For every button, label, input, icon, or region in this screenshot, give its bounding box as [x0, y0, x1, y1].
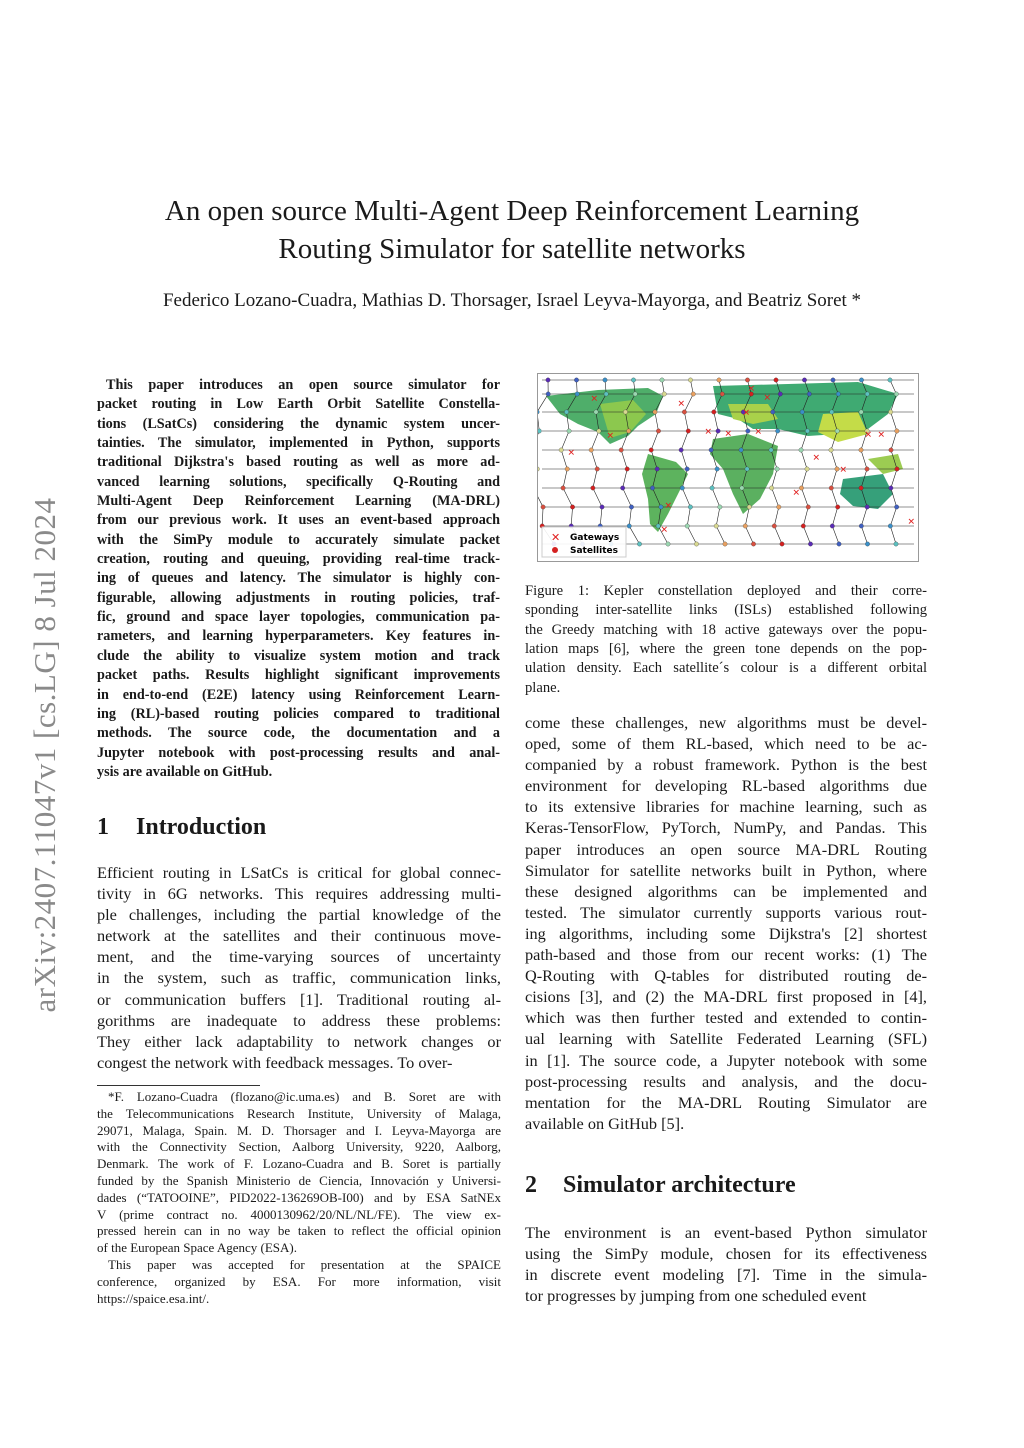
satellite-dot: [716, 429, 720, 433]
satellite-dot: [836, 505, 840, 509]
satellite-dot: [594, 410, 598, 414]
abstract: [97, 376, 500, 782]
satellite-dot: [600, 505, 604, 509]
satellite-dot: [805, 429, 809, 433]
satellite-dot: [564, 410, 568, 414]
text-line: This paper was accepted for presentation at the SPAICE: [108, 1256, 501, 1272]
text-line: tor progresses by jumping from one scheduled event: [525, 1286, 867, 1306]
text-line: They either lack adaptability to network changes or: [97, 1031, 501, 1051]
satellite-dot: [806, 505, 810, 509]
satellite-dot: [619, 448, 623, 452]
satellite-dot: [859, 486, 863, 490]
satellite-dot: [808, 542, 812, 546]
satellite-dot: [745, 467, 749, 471]
arxiv-stamp: arXiv:2407.11047v1 [cs.LG] 8 Jul 2024: [27, 497, 62, 1013]
section-title: Introduction: [136, 814, 267, 840]
satellite-dot: [650, 486, 654, 490]
satellite-dot: [565, 467, 569, 471]
satellite-dot: [710, 486, 714, 490]
text-line: cisions [3], and (2) the MA-DRL first proposed in [4],: [525, 987, 927, 1007]
satellite-dot: [570, 505, 574, 509]
satellite-marker-icon: [552, 547, 558, 553]
satellite-dot: [831, 378, 835, 382]
satellite-dot: [777, 505, 781, 509]
gateway-marker: ✕: [606, 431, 615, 442]
figure-legend: [542, 527, 626, 557]
text-line: path-based and those from our recent works: (1) The: [525, 945, 927, 965]
text-line: clude the ability to visualize system motion and track: [97, 647, 500, 664]
satellite-dot: [836, 392, 840, 396]
satellite-dot: [546, 378, 550, 382]
gateway-marker: ✕: [704, 427, 713, 438]
title-line: An open source Multi-Agent Deep Reinforcement Learning: [164, 195, 860, 227]
introduction-body: [97, 862, 501, 1073]
simulator-architecture-body: [525, 1222, 927, 1306]
satellite-dot: [829, 448, 833, 452]
satellite-dot: [679, 448, 683, 452]
satellite-dot: [775, 467, 779, 471]
text-line: packet paths. Results highlight significant improvements: [97, 667, 500, 684]
text-line: of the European Space Agency (ESA).: [97, 1240, 297, 1256]
text-line: Multi-Agent Deep Reinforcement Learning (MA-DRL): [97, 493, 500, 510]
satellite-dot: [740, 486, 744, 490]
text-line: tainties. The simulator, implemented in Python, supports: [97, 435, 500, 452]
gateway-marker: ✕: [590, 394, 599, 405]
text-line: network at the satellites and their continuous move-: [97, 926, 501, 946]
text-line: congest the network with feedback messages. To over-: [97, 1052, 453, 1072]
satellite-dot: [631, 378, 635, 382]
text-line: rameters, and learning hyperparameters. Key features in-: [97, 628, 500, 645]
text-line: ing algorithms, including some Dijkstra's [2] shortest: [525, 923, 927, 943]
text-line: these designed algorithms can be implemented and: [525, 881, 927, 901]
text-line: packet routing in Low Earth Orbit Satellite Constella-: [97, 396, 500, 413]
text-line: paper introduces an open source MA-DRL Routing: [525, 839, 927, 859]
satellite-dot: [865, 542, 869, 546]
satellite-dot: [723, 542, 727, 546]
gateway-marker: ✕: [660, 525, 669, 536]
satellite-dot: [772, 524, 776, 528]
footnote: [97, 1089, 501, 1307]
satellite-dot: [656, 429, 660, 433]
satellite-dot: [575, 392, 579, 396]
text-line: from our previous work. It uses an event-based approach: [97, 512, 500, 529]
satellite-dot: [574, 378, 578, 382]
satellite-dot: [649, 448, 653, 452]
text-line: environment for developing RL-based algorithms due: [525, 776, 927, 796]
satellite-dot: [682, 410, 686, 414]
text-line: *F. Lozano-Cuadra (flozano@ic.uma.es) and B. Soret are with: [108, 1089, 501, 1104]
text-line: available on GitHub [5].: [525, 1113, 685, 1133]
section-title: Simulator architecture: [563, 1172, 796, 1198]
satellite-dot: [626, 429, 630, 433]
satellite-dot: [538, 410, 539, 414]
text-line: V (prime contract no. 4000130962/20/NL/NL/FE). The view ex-: [97, 1206, 501, 1222]
text-line: or communication buffers [1]. Traditional routing al-: [97, 989, 501, 1009]
title-line: Routing Simulator for satellite networks: [278, 233, 746, 265]
gateway-marker: ✕: [677, 399, 686, 410]
section-heading-simulator-architecture: [525, 1172, 796, 1199]
text-line: using the SimPy module, chosen for its effectiveness: [525, 1244, 927, 1264]
satellite-dot: [859, 524, 863, 528]
text-line: figurable, allowing adjustments in routing policies, traf-: [97, 589, 500, 606]
satellite-dot: [595, 467, 599, 471]
satellite-dot: [718, 505, 722, 509]
section-number: 2: [525, 1172, 537, 1198]
satellite-dot: [830, 410, 834, 414]
satellite-dot: [709, 448, 713, 452]
gateway-marker: ✕: [747, 384, 756, 395]
text-line: Keras-TensorFlow, PyTorch, NumPy, and Pandas. This: [525, 818, 927, 838]
satellite-dot: [637, 542, 641, 546]
satellite-dot: [660, 378, 664, 382]
satellite-dot: [591, 486, 595, 490]
satellite-dot: [541, 505, 545, 509]
satellite-dot: [688, 378, 692, 382]
satellite-dot: [889, 486, 893, 490]
text-line: Denmark. The work of F. Lozano-Cuadra and B. Soret is partially: [97, 1156, 501, 1172]
text-line: which was then further tested and extended to contin-: [525, 1008, 927, 1028]
satellite-dot: [633, 392, 637, 396]
section-heading-introduction: [97, 814, 266, 841]
satellite-dot: [829, 486, 833, 490]
satellite-dot: [629, 505, 633, 509]
text-line: vanced learning solutions, specifically Q-Routing and: [97, 473, 500, 490]
constellation-map-svg: [538, 374, 918, 561]
text-line: tions (LSatCs) considering the dynamic system uncer-: [97, 415, 500, 432]
satellite-dot: [745, 378, 749, 382]
satellite-dot: [888, 524, 892, 528]
population-map-land: [546, 382, 903, 532]
text-line: The environment is an event-based Python simulator: [525, 1223, 927, 1242]
satellite-dot: [830, 524, 834, 528]
satellite-dot: [623, 410, 627, 414]
legend-satellites: Satellites: [570, 546, 618, 556]
satellite-dot: [895, 467, 899, 471]
text-line: tivity in 6G networks. This requires addressing multi-: [97, 884, 501, 904]
satellite-dot: [685, 467, 689, 471]
text-line: ysis are available on GitHub.: [97, 763, 273, 780]
text-line: in end-to-end (E2E) latency using Reinforcement Learn-: [97, 686, 500, 703]
text-line: ple challenges, including the partial knowledge of the: [97, 905, 501, 925]
satellite-dot: [717, 378, 721, 382]
gateway-marker: ✕: [742, 408, 751, 419]
satellite-dot: [538, 429, 541, 433]
gateway-marker: ✕: [754, 427, 763, 438]
text-line: This paper introduces an open source simulator for: [106, 377, 500, 393]
text-line: traditional Dijkstra's based routing as well as more ad-: [97, 454, 500, 471]
satellite-dot: [712, 410, 716, 414]
satellite-dot: [715, 467, 719, 471]
text-line: 29071, Malaga, Spain. M. D. Thorsager and I. Leyva-Mayorga are: [97, 1122, 501, 1138]
text-line: ing (RL)-based routing policies compared to traditional: [97, 705, 500, 722]
paper-title: [0, 192, 1024, 268]
gateway-marker: ✕: [907, 517, 916, 528]
satellite-dot: [746, 429, 750, 433]
satellite-dot: [894, 542, 898, 546]
satellite-dot: [894, 392, 898, 396]
satellite-dot: [743, 524, 747, 528]
satellite-dot: [720, 392, 724, 396]
text-line: funded by the Spanish Ministerio de Ciencia, Innovación y Universi-: [97, 1172, 501, 1188]
figure-constellation-map: [537, 373, 919, 562]
text-line: to its extensive libraries for machine learning, such as: [525, 797, 927, 817]
text-line: in the system, such as traffic, communication links,: [97, 968, 501, 988]
satellite-dot: [895, 429, 899, 433]
gateway-marker: ✕: [664, 501, 673, 512]
satellite-dot: [894, 505, 898, 509]
text-line: fic, ground and space layer topologies, communication pa-: [97, 609, 500, 626]
satellite-dot: [859, 448, 863, 452]
gateway-marker: ✕: [763, 393, 772, 404]
satellite-dot: [694, 542, 698, 546]
text-line: pressed herein can in no way be taken to reflect the official opinion: [97, 1223, 501, 1239]
text-line: methods. The source code, the documentation and a: [97, 725, 500, 742]
satellite-dot: [653, 410, 657, 414]
text-line: come these challenges, new algorithms must be devel-: [525, 713, 927, 732]
satellite-dot: [538, 467, 539, 471]
satellite-dot: [859, 410, 863, 414]
text-line: gorithms are inadequate to address these problems:: [97, 1010, 501, 1030]
satellite-dot: [655, 467, 659, 471]
text-line: sponding inter-satellite links (ISLs) established following: [525, 602, 927, 619]
text-line: in [1]. The source code, a Jupyter notebook with some: [525, 1050, 927, 1070]
satellite-dot: [747, 505, 751, 509]
text-line: the Greedy matching with 18 active gateways over the popu-: [525, 621, 927, 638]
satellite-dot: [625, 467, 629, 471]
gateway-marker: ✕: [792, 488, 801, 499]
gateway-marker: ✕: [839, 465, 848, 476]
satellite-dot: [774, 378, 778, 382]
satellite-dot: [662, 392, 666, 396]
satellite-dot: [865, 392, 869, 396]
text-line: lation maps [6], where the green tone depends on the pop-: [525, 641, 927, 658]
satellite-dot: [771, 410, 775, 414]
satellite-dot: [603, 378, 607, 382]
satellite-dot: [691, 392, 695, 396]
text-line: creation, routing and queuing, providing real-time track-: [97, 551, 500, 568]
text-line: post-processing results and analysis, and the docu-: [525, 1071, 927, 1091]
satellite-dot: [751, 542, 755, 546]
satellite-dot: [597, 429, 601, 433]
gateway-marker: ✕: [812, 453, 821, 464]
gateway-marker: ✕: [724, 429, 733, 440]
text-line: conference, organized by ESA. For more information, visit: [97, 1273, 501, 1289]
text-line: in discrete event modeling [7]. Time in the simula-: [525, 1265, 927, 1285]
satellite-dot: [685, 524, 689, 528]
satellite-dot: [604, 392, 608, 396]
satellite-dot: [739, 448, 743, 452]
text-line: Q-Routing with Q-tables for distributed routing de-: [525, 966, 927, 986]
text-line: ulation density. Each satellite´s colour is a different orbital: [525, 660, 927, 677]
text-line: dades (“TATOOINE”, PID2022-136269OB-I00) and by ESA SatNEx: [97, 1189, 501, 1205]
satellite-dot: [865, 467, 869, 471]
satellite-dot: [769, 486, 773, 490]
text-line: ual learning with Satellite Federated Learning (SFL): [525, 1029, 927, 1049]
gateway-marker: ✕: [567, 448, 576, 459]
satellite-dot: [888, 410, 892, 414]
text-line: plane.: [525, 679, 561, 696]
satellite-dot: [889, 448, 893, 452]
satellite-dot: [686, 429, 690, 433]
satellite-dot: [780, 542, 784, 546]
satellite-dot: [807, 392, 811, 396]
satellite-dot: [567, 429, 571, 433]
gateway-marker-icon: ✕: [551, 531, 561, 544]
text-line: Figure 1: Kepler constellation deployed and their corre-: [525, 583, 927, 599]
text-line: Efficient routing in LSatCs is critical for global connec-: [97, 863, 501, 882]
satellite-dot: [835, 429, 839, 433]
authors: Federico Lozano-Cuadra, Mathias D. Thorsager, Israel Leyva-Mayorga, and Beatriz Soret *: [162, 290, 862, 311]
text-line: with the SimPy module to accurately simulate packet: [97, 531, 500, 548]
satellite-dot: [769, 448, 773, 452]
satellite-dot: [778, 392, 782, 396]
satellite-dot: [837, 542, 841, 546]
satellite-dot: [546, 392, 550, 396]
satellite-dot: [801, 524, 805, 528]
satellite-dot: [666, 542, 670, 546]
satellite-dot: [805, 467, 809, 471]
satellite-dot: [714, 524, 718, 528]
satellite-dot: [799, 448, 803, 452]
legend-gateways: Gateways: [570, 533, 620, 543]
satellite-dot: [561, 486, 565, 490]
text-line: https://spaice.esa.int/.: [97, 1290, 210, 1306]
text-line: Simulator for satellite networks built in Python, where: [525, 860, 927, 880]
text-line: with the Connectivity Section, Aalborg University, 9220, Aalborg,: [97, 1139, 501, 1155]
text-line: companied by a robust framework. Python is the best: [525, 755, 927, 775]
satellite-dot: [800, 410, 804, 414]
text-line: ing of queues and latency. The simulator is highly con-: [97, 570, 500, 587]
introduction-body-continued: [525, 712, 927, 1134]
satellite-dot: [620, 486, 624, 490]
satellite-dot: [589, 448, 593, 452]
satellite-dot: [688, 505, 692, 509]
satellite-dot: [680, 486, 684, 490]
footnote-divider: [97, 1085, 260, 1086]
satellite-dot: [802, 378, 806, 382]
section-number: 1: [97, 814, 109, 840]
satellite-dot: [865, 505, 869, 509]
text-line: Jupyter notebook with post-processing results and anal-: [97, 744, 500, 761]
satellite-dot: [859, 378, 863, 382]
text-line: tested. The simulator currently supports various rout-: [525, 902, 927, 922]
text-line: oped, some of them RL-based, which need to be ac-: [525, 734, 927, 754]
satellite-dot: [888, 378, 892, 382]
text-line: ment, and the time-varying sources of uncertainty: [97, 947, 501, 967]
satellite-dot: [659, 505, 663, 509]
text-line: the Telecommunications Research Institute, University of Malaga,: [97, 1105, 501, 1121]
satellite-dot: [775, 429, 779, 433]
figure-caption: [525, 582, 927, 698]
gateway-marker: ✕: [877, 430, 886, 441]
gateway-marker: ✕: [864, 430, 873, 441]
text-line: mentation for the MA-DRL Routing Simulator are: [525, 1092, 927, 1112]
satellite-dot: [559, 448, 563, 452]
satellite-dot: [627, 524, 631, 528]
